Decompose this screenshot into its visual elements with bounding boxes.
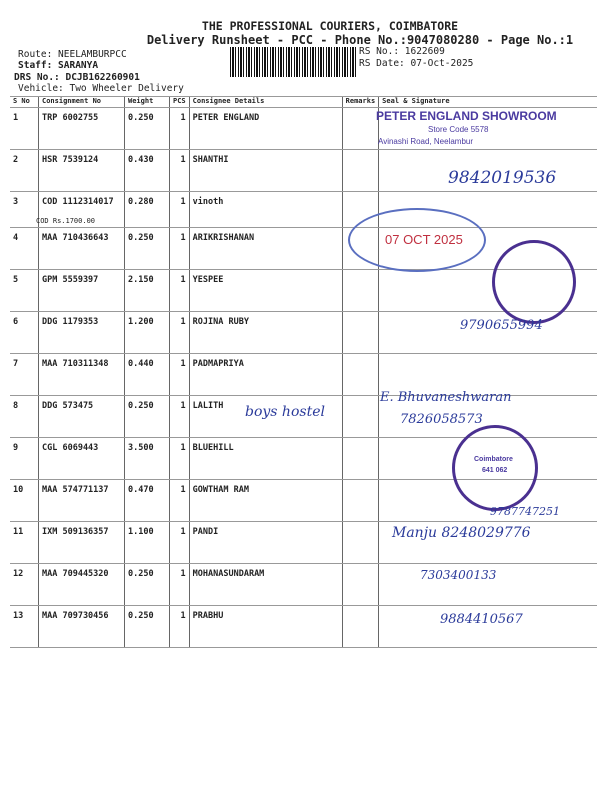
row-sno: 8	[10, 396, 39, 438]
row-remarks	[342, 150, 379, 192]
row-pcs: 1	[170, 354, 190, 396]
row-consignee: LALITH	[189, 396, 342, 438]
row-pcs: 1	[170, 522, 190, 564]
vehicle: Vehicle: Two Wheeler Delivery	[18, 83, 184, 94]
rs-number: RS No.: 1622609	[359, 46, 445, 57]
row-sno: 9	[10, 438, 39, 480]
row-remarks	[342, 564, 379, 606]
sign-row11: Manju 8248029776	[392, 525, 531, 541]
row-consignee: ROJINA RUBY	[189, 312, 342, 354]
row-pcs: 1	[170, 606, 190, 648]
row-remarks	[342, 480, 379, 522]
phone-row12: 7303400133	[420, 568, 497, 582]
col-seal: Seal & Signature	[379, 97, 598, 108]
row-remarks	[342, 270, 379, 312]
row-consignment-no: CGL 6069443	[39, 438, 125, 480]
row-pcs: 1	[170, 312, 190, 354]
phone-row13: 9884410567	[440, 612, 523, 627]
row-sno: 13	[10, 606, 39, 648]
row-consignment-no: HSR 7539124	[39, 150, 125, 192]
row-consignee: PRABHU	[189, 606, 342, 648]
row-consignment-no: MAA 574771137	[39, 480, 125, 522]
row-consignee: BLUEHILL	[189, 438, 342, 480]
col-sno: S No	[10, 97, 39, 108]
barcode	[230, 47, 356, 77]
row-pcs: 1	[170, 396, 190, 438]
table-row	[10, 192, 597, 228]
table-header	[10, 97, 597, 108]
address-stamp: Avinashi Road, Neelambur	[378, 137, 474, 146]
row-sno: 10	[10, 480, 39, 522]
drs-number: DRS No.: DCJB162260901	[14, 72, 140, 83]
row-remarks	[342, 354, 379, 396]
bluehill-pin: 641 062	[482, 467, 508, 474]
col-remarks: Remarks	[342, 97, 379, 108]
row-weight: 2.150	[125, 270, 170, 312]
row-weight: 1.200	[125, 312, 170, 354]
row-remarks	[342, 312, 379, 354]
row-weight: 0.250	[125, 228, 170, 270]
row-remarks	[342, 438, 379, 480]
phone-row10: 9787747251	[490, 505, 560, 518]
phone-row8: 7826058573	[400, 412, 483, 427]
row-weight: 0.430	[125, 150, 170, 192]
row-consignment-no: MAA 710311348	[39, 354, 125, 396]
runsheet-subtitle: Delivery Runsheet - PCC - Phone No.:9047080280 - Page No.:1	[146, 33, 574, 47]
row-weight: 0.250	[125, 396, 170, 438]
row-remarks	[342, 396, 379, 438]
row-consignment-no: MAA 709730456	[39, 606, 125, 648]
route: Route: NEELAMBURPCC	[18, 49, 127, 60]
col-pcs: PCS	[170, 97, 190, 108]
company-title: THE PROFESSIONAL COURIERS, COIMBATORE	[201, 19, 459, 33]
row-remarks	[342, 522, 379, 564]
row-consignee: SHANTHI	[189, 150, 342, 192]
row-consignment-no: DDG 1179353	[39, 312, 125, 354]
row-consignee: vinoth	[189, 192, 342, 228]
row-sno: 5	[10, 270, 39, 312]
row-pcs: 1	[170, 228, 190, 270]
row-sno: 2	[10, 150, 39, 192]
row-consignment-no: IXM 509136357	[39, 522, 125, 564]
row-consignment-no: MAA 709445320	[39, 564, 125, 606]
row-weight: 0.470	[125, 480, 170, 522]
row-consignment-no: DDG 573475	[39, 396, 125, 438]
cod-amount: COD Rs.1700.00	[36, 216, 96, 225]
row-consignee: PETER ENGLAND	[189, 108, 342, 150]
row-pcs: 1	[170, 438, 190, 480]
row-weight: 0.280	[125, 192, 170, 228]
row-weight: 0.250	[125, 564, 170, 606]
peter-england-stamp: PETER ENGLAND SHOWROOM	[376, 109, 557, 123]
row-weight: 3.500	[125, 438, 170, 480]
row-weight: 1.100	[125, 522, 170, 564]
col-consignee: Consignee Details	[189, 97, 342, 108]
bluehill-city: Coimbatore	[474, 456, 513, 463]
row-sno: 12	[10, 564, 39, 606]
row-consignee: ARIKRISHANAN	[189, 228, 342, 270]
row-sno: 1	[10, 108, 39, 150]
row-consignment-no: MAA 710436643	[39, 228, 125, 270]
store-code-stamp: Store Code 5578	[428, 125, 489, 134]
col-weight: Weight	[125, 97, 170, 108]
row-sno: 6	[10, 312, 39, 354]
row-weight: 0.250	[125, 606, 170, 648]
row-pcs: 1	[170, 150, 190, 192]
row-pcs: 1	[170, 480, 190, 522]
row-consignee: PANDI	[189, 522, 342, 564]
row-remarks	[342, 606, 379, 648]
row-consignee: GOWTHAM RAM	[189, 480, 342, 522]
row-sno: 3	[10, 192, 39, 228]
row-pcs: 1	[170, 108, 190, 150]
col-consignment: Consignment No	[39, 97, 125, 108]
row-remarks	[342, 108, 379, 150]
row-weight: 0.440	[125, 354, 170, 396]
row-sno: 7	[10, 354, 39, 396]
phone-row6: 9790655994	[460, 318, 543, 333]
row-consignment-no: COD 1112314017	[39, 192, 125, 228]
row-weight: 0.250	[125, 108, 170, 150]
sign-row8: E. Bhuvaneshwaran	[380, 390, 512, 405]
date-stamp: 07 OCT 2025	[385, 232, 463, 247]
row-sno: 4	[10, 228, 39, 270]
rs-date: RS Date: 07-Oct-2025	[359, 58, 474, 69]
table-row	[10, 564, 597, 606]
row-consignment-no: TRP 6002755	[39, 108, 125, 150]
yespee-seal	[492, 240, 576, 324]
row-sno: 11	[10, 522, 39, 564]
row-pcs: 1	[170, 192, 190, 228]
row-pcs: 1	[170, 564, 190, 606]
row-consignee: PADMAPRIYA	[189, 354, 342, 396]
row-consignee: MOHANASUNDARAM	[189, 564, 342, 606]
row-consignee: YESPEE	[189, 270, 342, 312]
row-consignment-no: GPM 5559397	[39, 270, 125, 312]
row-pcs: 1	[170, 270, 190, 312]
note-row8: boys hostel	[245, 404, 325, 420]
staff: Staff: SARANYA	[18, 60, 99, 71]
phone-row2: 9842019536	[448, 168, 557, 188]
